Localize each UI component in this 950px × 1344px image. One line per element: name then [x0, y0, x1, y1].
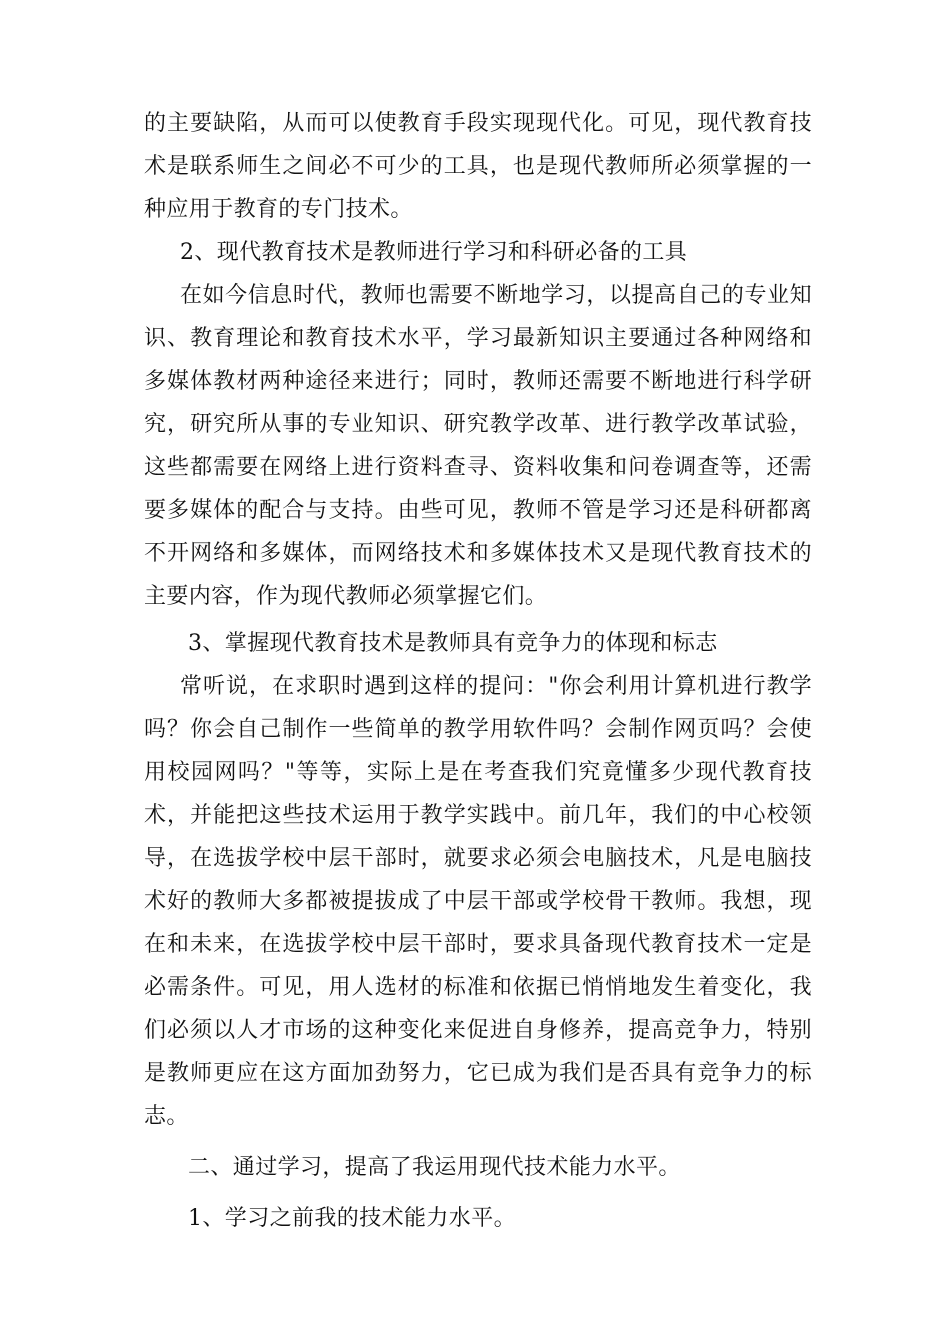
paragraph-point-2: 在如今信息时代，教师也需要不断地学习，以提高自己的专业知识、教育理论和教育技术水平，学习最新知识主要通过各种网络和多媒体教材两种途径来进行；同时，教师还需要不断地进行科学研究，研究所从事的专业知识、研究教学改革、进行教学改革试验，这些都需要在网络上进行资料查寻、资料收集和问卷调查等，还需要多媒体的配合与支持。由些可见，教师不管是学习还是科研都离不开网络和多媒体，而网络技术和多媒体技术又是现代教育技术的主要内容，作为现代教师必须掌握它们。 — [144, 283, 812, 609]
heading-section-2: 二、通过学习，提高了我运用现代技术能力水平。 — [188, 1155, 681, 1180]
heading-subsection-1: 1、学习之前我的技术能力水平。 — [188, 1206, 516, 1231]
paragraph-point-3: 常听说，在求职时遇到这样的提问："你会利用计算机进行教学吗？你会自己制作一些简单的教学用软件吗？会制作网页吗？会使用校园网吗？"等等，实际上是在考查我们究竟懂多少现代教育技术，并能把这些技术运用于教学实践中。前几年，我们的中心校领导，在选拔学校中层干部时，就要求必须会电脑技术，凡是电脑技术好的教师大多都被提拔成了中层干部或学校骨干教师。我想，现在和未来，在选拔学校中层干部时，要求具备现代教育技术一定是必需条件。可见，用人选材的标准和依据已悄悄地发生着变化，我们必须以人才市场的这种变化来促进自身修养，提高竞争力，特别是教师更应在这方面加劲努力，它已成为我们是否具有竞争力的标志。 — [144, 674, 812, 1129]
document-body — [144, 102, 812, 1240]
paragraph-intro: 的主要缺陷，从而可以使教育手段实现现代化。可见，现代教育技术是联系师生之间必不可少的工具，也是现代教师所必须掌握的一种应用于教育的专门技术。 — [144, 111, 812, 222]
heading-point-2: 2、现代教育技术是教师进行学习和科研必备的工具 — [180, 240, 688, 265]
heading-point-3: 3、掌握现代教育技术是教师具有竞争力的体现和标志 — [188, 631, 718, 656]
